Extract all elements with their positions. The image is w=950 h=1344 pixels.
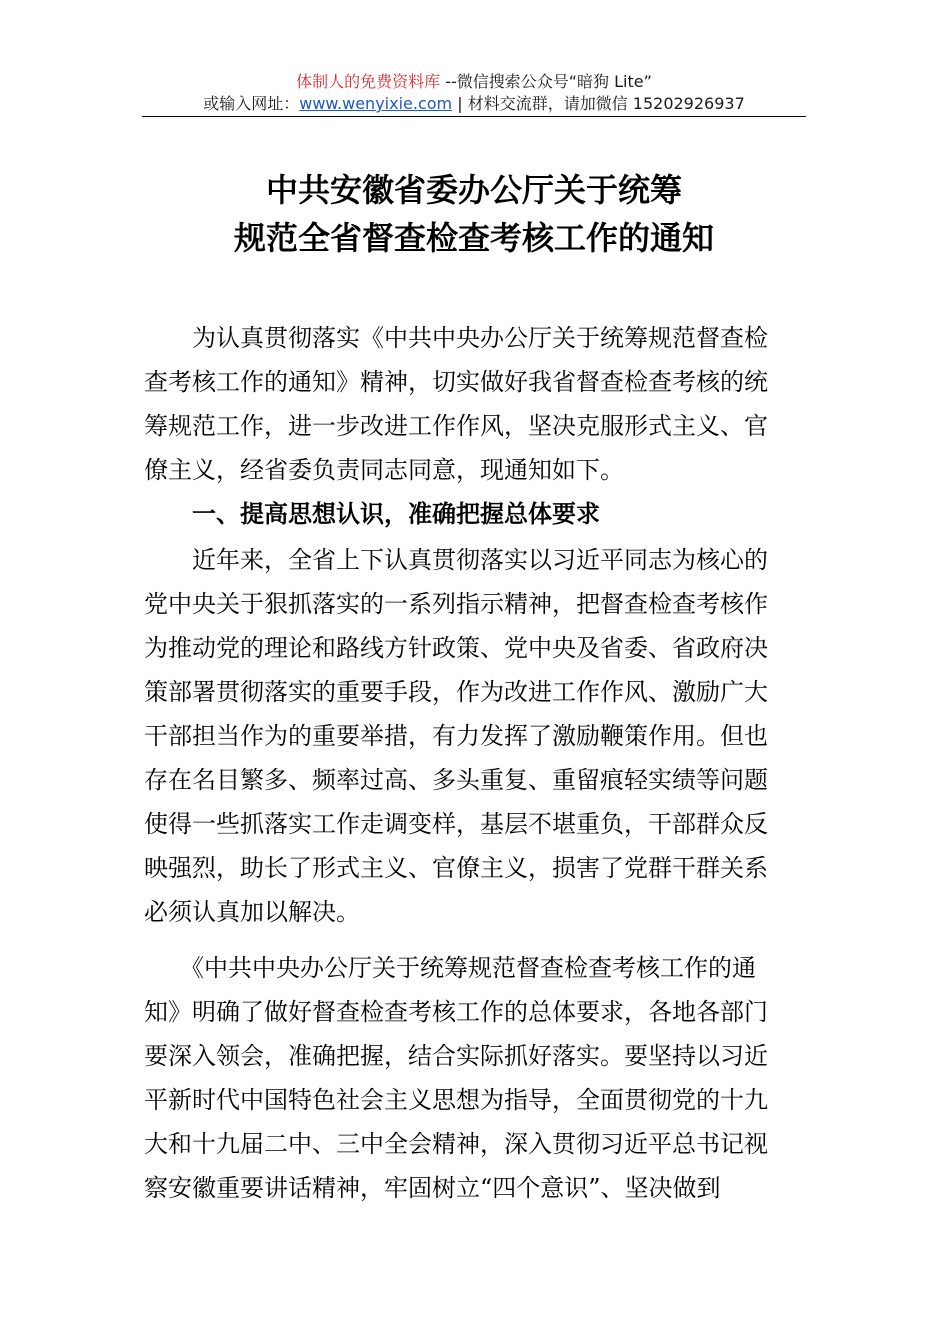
text-line: 要深入领会，准确把握，结合实际抓好落实。要坚持以习近 xyxy=(144,1042,768,1070)
header-divider xyxy=(142,116,806,117)
text-line: 知》明确了做好督查检查考核工作的总体要求，各地各部门 xyxy=(144,998,768,1026)
text-line: 党中央关于狠抓落实的一系列指示精神，把督查检查考核作 xyxy=(144,590,768,618)
text-line: 平新时代中国特色社会主义思想为指导，全面贯彻党的十九 xyxy=(144,1086,768,1114)
header-contact-text: | 材料交流群，请加微信 15202926937 xyxy=(452,94,745,113)
text-line: 查考核工作的通知》精神，切实做好我省督查检查考核的统 xyxy=(144,368,768,396)
paragraph-2 xyxy=(144,538,808,934)
title-line-2: 规范全省督查检查考核工作的通知 xyxy=(233,219,714,257)
paragraph-gap xyxy=(144,934,808,946)
header-brand-suffix: --微信搜索公众号“暗狗 Lite” xyxy=(440,72,652,91)
text-line: 为认真贯彻落实《中共中央办公厅关于统筹规范督查检 xyxy=(144,324,768,352)
text-line: 近年来，全省上下认真贯彻落实以习近平同志为核心的 xyxy=(144,546,768,574)
text-line: 使得一些抓落实工作走调变样，基层不堪重负，干部群众反 xyxy=(144,810,768,838)
header-line-1 xyxy=(142,72,806,92)
header-website-link[interactable]: www.wenyixie.com xyxy=(299,94,453,113)
text-line: 策部署贯彻落实的重要手段，作为改进工作作风、激励广大 xyxy=(144,678,768,706)
text-line: 察安徽重要讲话精神，牢固树立“四个意识”、坚决做到 xyxy=(144,1174,721,1202)
header-brand: 体制人的免费资料库 xyxy=(296,72,441,91)
text-line: 存在名目繁多、频率过高、多头重复、重留痕轻实绩等问题 xyxy=(144,766,768,794)
watermark-header xyxy=(142,72,806,114)
header-url-prefix: 或输入网址： xyxy=(203,94,300,113)
text-line: 《中共中央办公厅关于统筹规范督查检查考核工作的通 xyxy=(144,954,756,982)
text-line: 干部担当作为的重要举措，有力发挥了激励鞭策作用。但也 xyxy=(144,722,768,750)
document-title xyxy=(142,166,806,262)
text-line: 大和十九届二中、三中全会精神，深入贯彻习近平总书记视 xyxy=(144,1130,768,1158)
text-line: 僚主义，经省委负责同志同意，现通知如下。 xyxy=(144,456,624,484)
section-1-heading: 一、提高思想认识，准确把握总体要求 xyxy=(192,500,600,528)
text-line: 映强烈，助长了形式主义、官僚主义，损害了党群干群关系 xyxy=(144,854,768,882)
text-line: 为推动党的理论和路线方针政策、党中央及省委、省政府决 xyxy=(144,634,768,662)
document-body xyxy=(144,316,808,1210)
intro-paragraph xyxy=(144,316,808,492)
header-line-2 xyxy=(142,94,806,114)
text-line: 必须认真加以解决。 xyxy=(144,898,360,926)
text-line: 筹规范工作，进一步改进工作作风，坚决克服形式主义、官 xyxy=(144,412,768,440)
paragraph-3 xyxy=(144,946,808,1210)
title-line-1: 中共安徽省委办公厅关于统筹 xyxy=(265,171,682,209)
